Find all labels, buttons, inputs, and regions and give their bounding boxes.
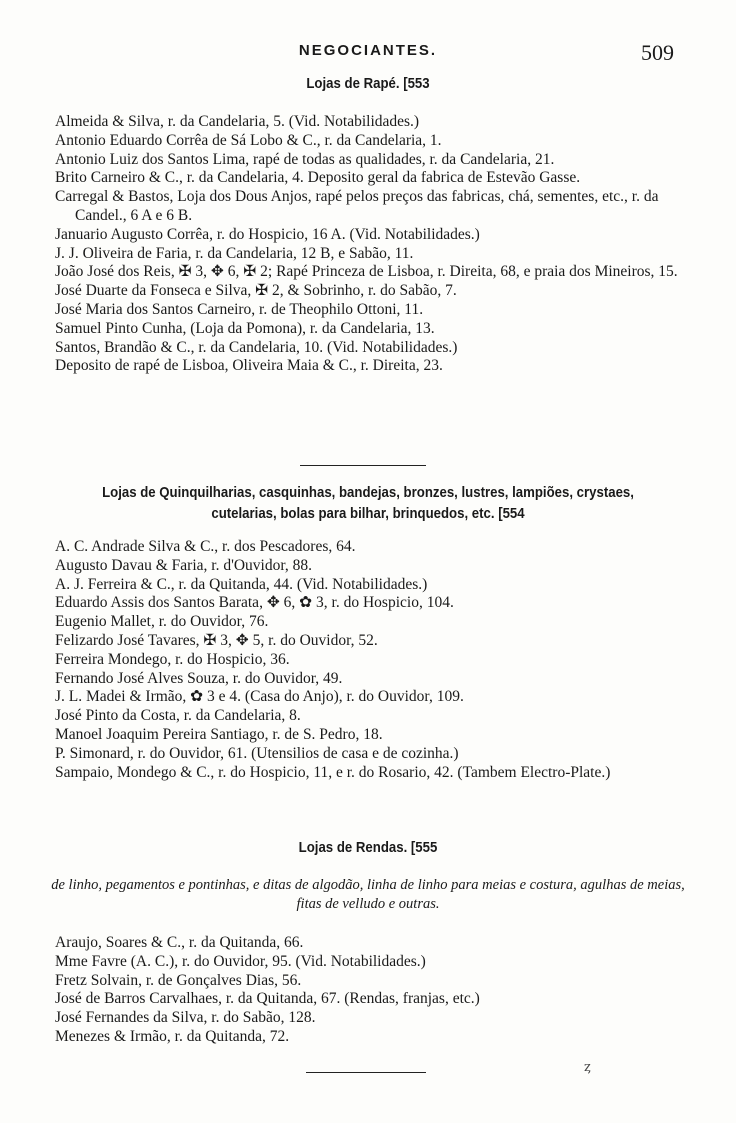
- list-item: P. Simonard, r. do Ouvidor, 61. (Utensilios de casa e de cozinha.): [55, 744, 459, 762]
- list-item: Almeida & Silva, r. da Candelaria, 5. (Vid. Notabilidades.): [55, 113, 420, 130]
- list-item: José Maria dos Santos Carneiro, r. de Theophilo Ottoni, 11.: [55, 300, 424, 318]
- list-item: Januario Augusto Corrêa, r. do Hospicio, 16 A. (Vid. Notabilidades.): [55, 225, 480, 243]
- list-item: Samuel Pinto Cunha, (Loja da Pomona), r. da Candelaria, 13.: [55, 319, 435, 337]
- list-item: J. L. Madei & Irmão, ✿ 3 e 4. (Casa do Anjo), r. do Ouvidor, 109.: [55, 688, 464, 706]
- section-title-rendas: Lojas de Rendas. [555: [298, 839, 438, 856]
- list-item: Eugenio Mallet, r. do Ouvidor, 76.: [55, 613, 269, 631]
- section-divider: [306, 1072, 426, 1073]
- list-item: Araujo, Soares & C., r. da Quitanda, 66.: [55, 934, 304, 951]
- list-item: Brito Carneiro & C., r. da Candelaria, 4. Deposito geral da fabrica de Estevão Gasse.: [55, 169, 581, 187]
- list-item: Ferreira Mondego, r. do Hospicio, 36.: [55, 650, 290, 668]
- list-item: José Fernandes da Silva, r. do Sabão, 128.: [55, 1009, 316, 1027]
- list-item: Carregal & Bastos, Loja dos Dous Anjos, rapé pelos preços das fabricas, chá, sementes, etc., r. da Candel., 6 A e 6 B.: [55, 188, 659, 224]
- list-item: A. J. Ferreira & C., r. da Quitanda, 44. (Vid. Notabilidades.): [55, 575, 428, 593]
- page-number: 509: [641, 40, 674, 65]
- list-item: Santos, Brandão & C., r. da Candelaria, 10. (Vid. Notabilidades.): [55, 338, 458, 356]
- list-item: Augusto Davau & Faria, r. d'Ouvidor, 88.: [55, 556, 313, 574]
- list-item: José Pinto da Costa, r. da Candelaria, 8.: [55, 707, 301, 725]
- list-item: Mme Favre (A. C.), r. do Ouvidor, 95. (Vid. Notabilidades.): [55, 952, 426, 970]
- list-item: Felizardo José Tavares, ✠ 3, ✥ 5, r. do Ouvidor, 52.: [55, 631, 378, 649]
- entry-list-rendas: [55, 934, 680, 1047]
- section-title-rape: Lojas de Rapé. [553: [306, 75, 430, 92]
- list-item: Fernando José Alves Souza, r. do Ouvidor, 49.: [55, 669, 343, 687]
- list-item: João José dos Reis, ✠ 3, ✥ 6, ✠ 2; Rapé Princeza de Lisboa, r. Direita, 68, e praia dos Mineiros, 15.: [55, 263, 678, 281]
- list-item: A. C. Andrade Silva & C., r. dos Pescadores, 64.: [55, 538, 356, 555]
- list-item: José Duarte da Fonseca e Silva, ✠ 2, & Sobrinho, r. do Sabão, 7.: [55, 282, 457, 300]
- section-title-quinquilharias: Lojas de Quinquilharias, casquinhas, bandejas, bronzes, lustres, lampiões, crystaes, cutelarias, bolas para bilhar, brinquedos, etc. [554: [102, 484, 634, 522]
- list-item: J. J. Oliveira de Faria, r. da Candelaria, 12 B, e Sabão, 11.: [55, 244, 414, 262]
- entry-list-rape: [55, 113, 680, 376]
- list-item: Sampaio, Mondego & C., r. do Hospicio, 11, e r. do Rosario, 42. (Tambem Electro-Plate.): [55, 763, 611, 781]
- list-item: Manoel Joaquim Pereira Santiago, r. de S. Pedro, 18.: [55, 725, 383, 743]
- list-item: Fretz Solvain, r. de Gonçalves Dias, 56.: [55, 971, 302, 989]
- running-head: NEGOCIANTES.: [298, 42, 438, 59]
- list-item: Eduardo Assis dos Santos Barata, ✥ 6, ✿ 3, r. do Hospicio, 104.: [55, 594, 454, 612]
- entry-list-quinquilharias: [55, 538, 680, 782]
- list-item: Antonio Eduardo Corrêa de Sá Lobo & C., r. da Candelaria, 1.: [55, 131, 442, 149]
- list-item: Antonio Luiz dos Santos Lima, rapé de todas as qualidades, r. da Candelaria, 21.: [55, 150, 555, 168]
- list-item: José de Barros Carvalhaes, r. da Quitanda, 67. (Rendas, franjas, etc.): [55, 990, 480, 1008]
- stray-mark: ȥ: [584, 1060, 591, 1075]
- list-item: Menezes & Irmão, r. da Quitanda, 72.: [55, 1027, 290, 1045]
- section-divider: [300, 465, 426, 466]
- list-item: Deposito de rapé de Lisboa, Oliveira Maia & C., r. Direita, 23.: [55, 357, 443, 375]
- section-subtitle-rendas: de linho, pegamentos e pontinhas, e ditas de algodão, linha de linho para meias e costura, agulhas de meias, fitas de velludo e outras.: [51, 877, 685, 912]
